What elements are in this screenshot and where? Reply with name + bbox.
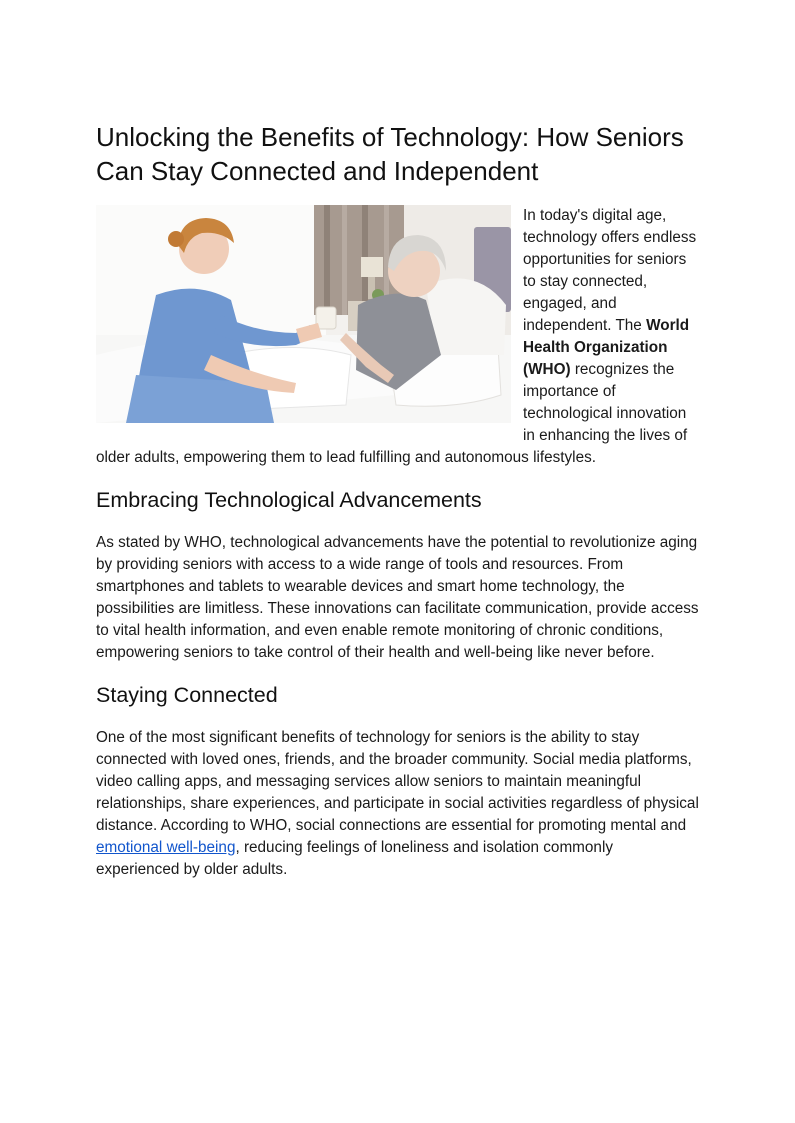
- who-bold: World Health Organization (WHO): [523, 317, 690, 378]
- article-title: Unlocking the Benefits of Technology: How Seniors Can Stay Connected and Independent: [96, 122, 684, 186]
- emotional-wellbeing-link[interactable]: emotional well-being: [96, 839, 236, 856]
- heading-staying-connected: Staying Connected: [96, 683, 278, 707]
- connected-text-1: One of the most significant benefits of technology for seniors is the ability to stay connected with loved ones, friends, and the broader community. Social media platforms, video calling apps, and messaging services allow seniors to maintain meaningful relationships, share experiences, and participate in social activities regardless of physical distance. According to WHO, social connections are essential for promoting mental and: [96, 729, 699, 834]
- hero-image: [96, 205, 511, 423]
- heading-embracing: Embracing Technological Advancements: [96, 488, 482, 512]
- article: [96, 120, 700, 881]
- intro-text-2: recognizes the importance of technological innovation in enhancing the lives of older adults, empowering them to lead fulfilling and autonomous lifestyles.: [96, 361, 688, 466]
- paragraph-staying-connected: [96, 727, 700, 881]
- image-cup: [316, 307, 336, 329]
- intro-text-1: In today's digital age, technology offers endless opportunities for seniors to stay connected, engaged, and independent. The: [523, 207, 697, 334]
- connected-text-2: , reducing feelings of loneliness and isolation commonly experienced by older adults.: [96, 839, 613, 878]
- paragraph-embracing: As stated by WHO, technological advancements have the potential to revolutionize aging by providing seniors with access to a wide range of tools and resources. From smartphones and tablets to wearable devices and smart home technology, the possibilities are limitless. These innovations can facilitate communication, provide access to vital health information, and even enable remote monitoring of chronic conditions, empowering seniors to take control of their health and well-being like never before.: [96, 534, 699, 661]
- intro-block: [96, 205, 700, 469]
